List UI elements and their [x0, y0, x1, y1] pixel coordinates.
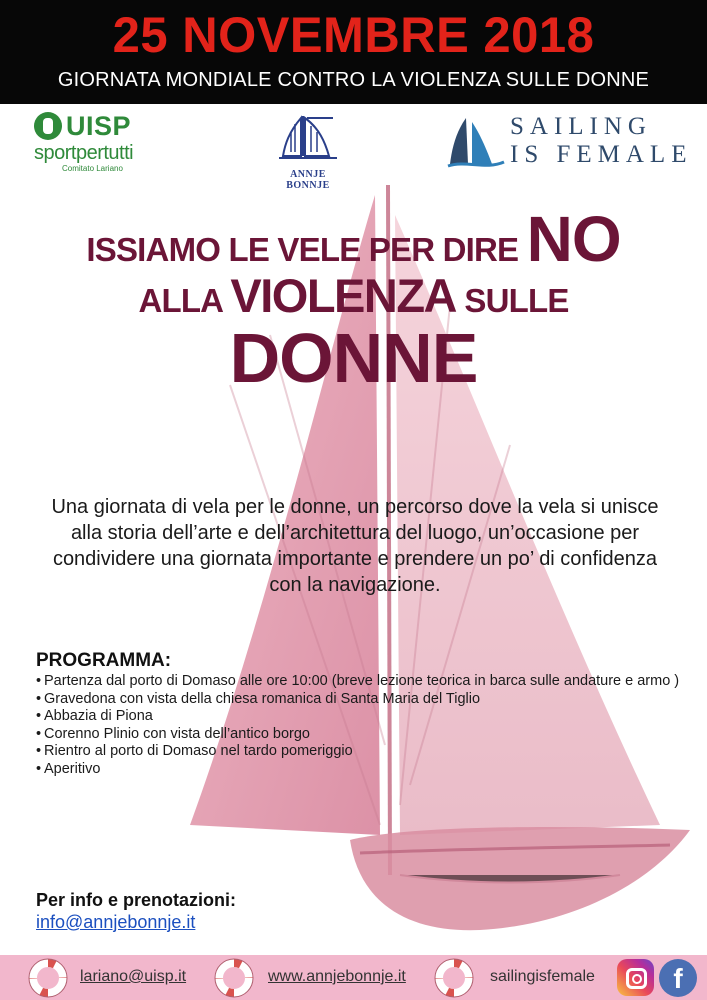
- footer-uisp-email[interactable]: lariano@uisp.it: [80, 968, 187, 985]
- footer-website-link[interactable]: www.annjebonnje.it: [268, 968, 406, 985]
- headline-line-2-suffix: SULLE: [456, 282, 569, 319]
- footer-bar: [0, 955, 707, 1000]
- uisp-emblem-icon: [34, 112, 62, 140]
- sailing-logo-line2: IS FEMALE: [510, 141, 693, 168]
- program-item: • Corenno Plinio con vista dell’antico borgo: [36, 726, 686, 744]
- program-list: [36, 673, 686, 778]
- uisp-logo-name: UISP: [66, 111, 132, 141]
- sails-logo-icon: [446, 114, 506, 170]
- sailboat-logo-icon: [273, 112, 343, 162]
- program-item: • Gravedona con vista della chiesa romanica di Santa Maria del Tiglio: [36, 691, 686, 709]
- program-item: • Rientro al porto di Domaso nel tardo pomeriggio: [36, 743, 686, 761]
- headline-line-2-prefix: ALLA: [138, 282, 231, 319]
- sailing-is-female-logo: [446, 114, 696, 172]
- headline-violenza: VIOLENZA: [230, 269, 456, 322]
- instagram-icon[interactable]: [617, 959, 654, 996]
- headline-line-1-text: ISSIAMO LE VELE PER DIRE: [86, 231, 527, 268]
- header-banner: [0, 0, 707, 104]
- sailing-logo-line1: SAILING: [510, 113, 652, 140]
- event-subtitle: GIORNATA MONDIALE CONTRO LA VIOLENZA SULLE DONNE: [57, 69, 650, 91]
- info-email-link[interactable]: info@annjebonnje.it: [36, 912, 196, 932]
- uisp-logo-committee: Comitato Lariano: [62, 164, 123, 173]
- event-date: 25 NOVEMBRE 2018: [112, 7, 595, 63]
- program-item: • Partenza dal porto di Domaso alle ore 10:00 (breve lezione teorica in barca sulle andature e armo ): [36, 673, 686, 691]
- program-item: • Aperitivo: [36, 761, 686, 779]
- annje-bonnje-logo: [268, 112, 348, 191]
- headline-donne: DONNE: [229, 319, 478, 397]
- facebook-icon[interactable]: f: [659, 959, 697, 997]
- program-heading: PROGRAMMA:: [36, 650, 172, 671]
- info-heading: Per info e prenotazioni:: [36, 890, 237, 910]
- uisp-logo-tagline: sportpertutti: [34, 142, 134, 164]
- event-description: Una giornata di vela per le donne, un percorso dove la vela si unisce alla storia dell’arte e dell’architettura del luogo, un’occasione per condividere una giornata importante e prendere un po’ di confidenza con la navigazione.: [51, 496, 659, 596]
- uisp-logo: [34, 112, 164, 182]
- lifebuoy-icon: [28, 958, 68, 998]
- footer-social-handle: sailingisfemale: [490, 968, 595, 985]
- lifebuoy-icon: [214, 958, 254, 998]
- lifebuoy-icon: [434, 958, 474, 998]
- program-item: • Abbazia di Piona: [36, 708, 686, 726]
- headline-no: NO: [526, 203, 621, 275]
- annje-bonnje-logo-text: ANNJE BONNJE: [286, 169, 330, 191]
